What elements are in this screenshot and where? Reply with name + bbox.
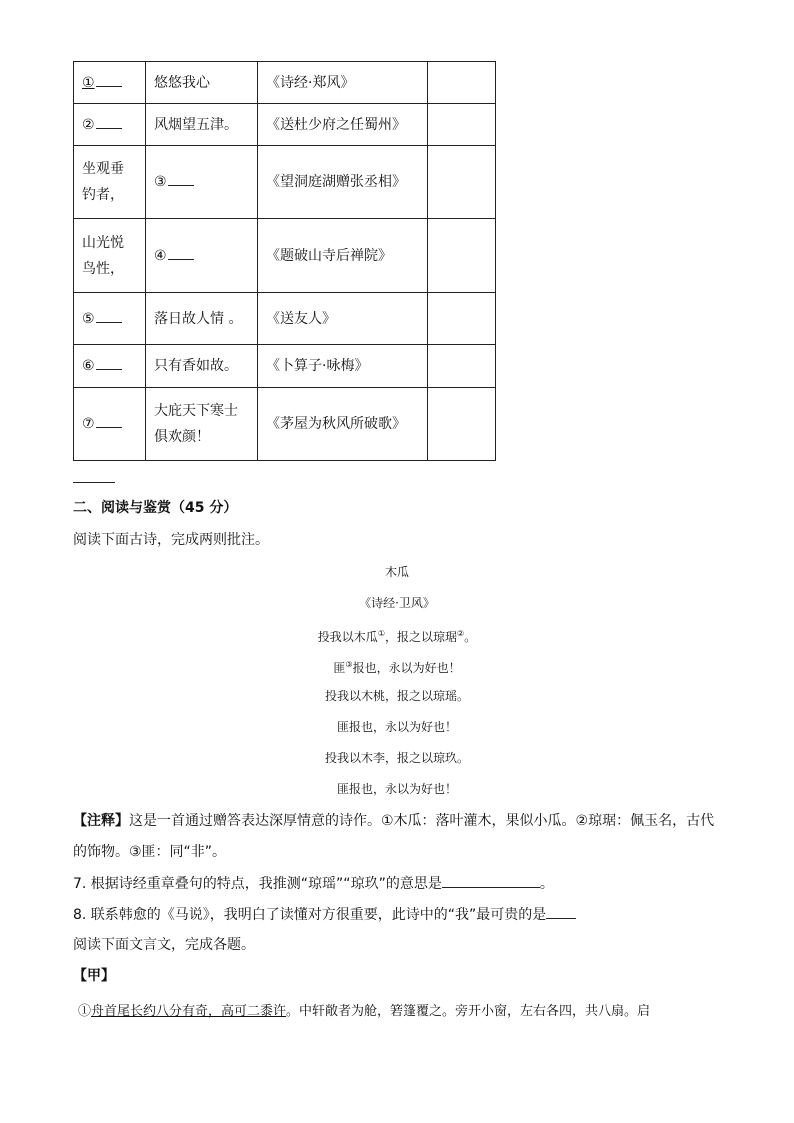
blank-number: ①	[82, 74, 95, 91]
table-row	[74, 146, 496, 219]
blank-number: ⑦	[82, 416, 95, 432]
table-cell: 只有香如故。	[146, 345, 258, 388]
footnote-marker: ①	[377, 629, 385, 638]
section-title: 二、阅读与鉴赏（45 分）	[73, 500, 238, 516]
answer-blank[interactable]	[96, 70, 122, 87]
note-line-2: 的饰物。③匪：同“非”。	[73, 844, 227, 860]
table-cell	[428, 388, 496, 461]
table-cell: 《茅屋为秋风所破歌》	[258, 388, 428, 461]
poem-fill-table	[73, 61, 496, 461]
answer-blank[interactable]	[168, 243, 194, 260]
poem-line-1	[0, 625, 794, 646]
passage-num: ①	[78, 1004, 92, 1019]
table-cell: 《题破山寺后禅院》	[258, 219, 428, 293]
table-cell	[146, 219, 258, 293]
note-text: 这是一首通过赠答表达深厚情意的诗作。①木瓜：落叶灌木，果似小瓜。②琼琚：佩玉名，古代	[129, 813, 715, 829]
poem-line-2	[0, 656, 794, 677]
table-row	[74, 293, 496, 345]
table-cell	[74, 293, 146, 345]
answer-blank[interactable]	[96, 353, 122, 370]
poem-line-5: 投我以木李，报之以琼玖。	[324, 751, 469, 765]
table-cell	[74, 104, 146, 146]
blank-number: ⑤	[82, 310, 95, 327]
table-cell: 山光悦鸟性，	[74, 219, 146, 293]
table-cell	[428, 219, 496, 293]
question-text: 7. 根据诗经重章叠句的特点，我推测“琼瑶”“琼玖”的意思是	[73, 876, 442, 892]
table-cell: 大庇天下寒士俱欢颜！	[146, 388, 258, 461]
poem-text: 匪	[333, 661, 346, 675]
table-row	[74, 345, 496, 388]
prose-instruction: 阅读下面文言文，完成各题。	[73, 937, 255, 953]
table-cell	[74, 388, 146, 461]
table-cell	[428, 345, 496, 388]
question-7	[73, 873, 554, 894]
table-cell	[428, 104, 496, 146]
poem-line-3: 投我以木桃，报之以琼瑶。	[324, 689, 469, 703]
question-text: 。	[539, 876, 554, 892]
poem-text: 报也，永以为好也！	[352, 661, 461, 675]
passage-label: 【甲】	[73, 968, 115, 984]
poem-title: 木瓜	[384, 565, 409, 579]
table-cell: 悠悠我心	[146, 62, 258, 104]
table-cell	[74, 62, 146, 104]
table-cell	[428, 146, 496, 219]
divider-rule	[73, 482, 115, 483]
poem-text: ，报之以琼琚	[384, 630, 457, 644]
underlined-sentence: 舟首尾长约八分有奇，高可二黍许	[91, 1004, 287, 1019]
table-cell: 《望洞庭湖赠张丞相》	[258, 146, 428, 219]
poem-line-4: 匪报也，永以为好也！	[336, 720, 457, 734]
answer-blank[interactable]	[168, 169, 194, 186]
passage-line	[78, 1002, 650, 1022]
footnote-marker: ②	[457, 629, 465, 638]
poem-text: 。	[464, 630, 477, 644]
table-row	[74, 62, 496, 104]
poem-instruction: 阅读下面古诗，完成两则批注。	[73, 532, 269, 548]
answer-blank[interactable]	[96, 411, 122, 428]
note-label: 【注释】	[73, 813, 129, 829]
table-row	[74, 219, 496, 293]
answer-blank[interactable]	[546, 904, 576, 919]
blank-number: ⑥	[82, 358, 95, 374]
question-8	[73, 904, 576, 925]
answer-blank[interactable]	[96, 112, 122, 129]
poem-line-6: 匪报也，永以为好也！	[336, 782, 457, 796]
table-cell: 落日故人情 。	[146, 293, 258, 345]
table-cell: 坐观垂钓者，	[74, 146, 146, 219]
table-cell	[74, 345, 146, 388]
answer-blank[interactable]	[96, 306, 122, 323]
table-cell	[428, 293, 496, 345]
passage-text: 。中轩敞者为舱，箬篷覆之。旁开小窗，左右各四，共八扇。启	[286, 1004, 651, 1019]
table-row	[74, 104, 496, 146]
table-cell: 《卜算子·咏梅》	[258, 345, 428, 388]
table-cell	[146, 146, 258, 219]
blank-number: ③	[154, 174, 167, 190]
footnote-marker: ③	[345, 660, 353, 669]
note-line-1	[73, 811, 714, 831]
table-cell	[428, 62, 496, 104]
question-text: 8. 联系韩愈的《马说》，我明白了读懂对方很重要，此诗中的“我”最可贵的是	[73, 907, 547, 923]
table-cell: 《送杜少府之任蜀州》	[258, 104, 428, 146]
poem-source: 《诗经·卫风》	[359, 596, 435, 610]
poem-text: 投我以木瓜	[317, 630, 378, 644]
answer-blank[interactable]	[442, 873, 540, 888]
table-row	[74, 388, 496, 461]
blank-number: ④	[154, 247, 167, 264]
table-cell: 风烟望五津。	[146, 104, 258, 146]
table-cell: 《诗经·郑风》	[258, 62, 428, 104]
table-cell: 《送友人》	[258, 293, 428, 345]
blank-number: ②	[82, 116, 95, 133]
